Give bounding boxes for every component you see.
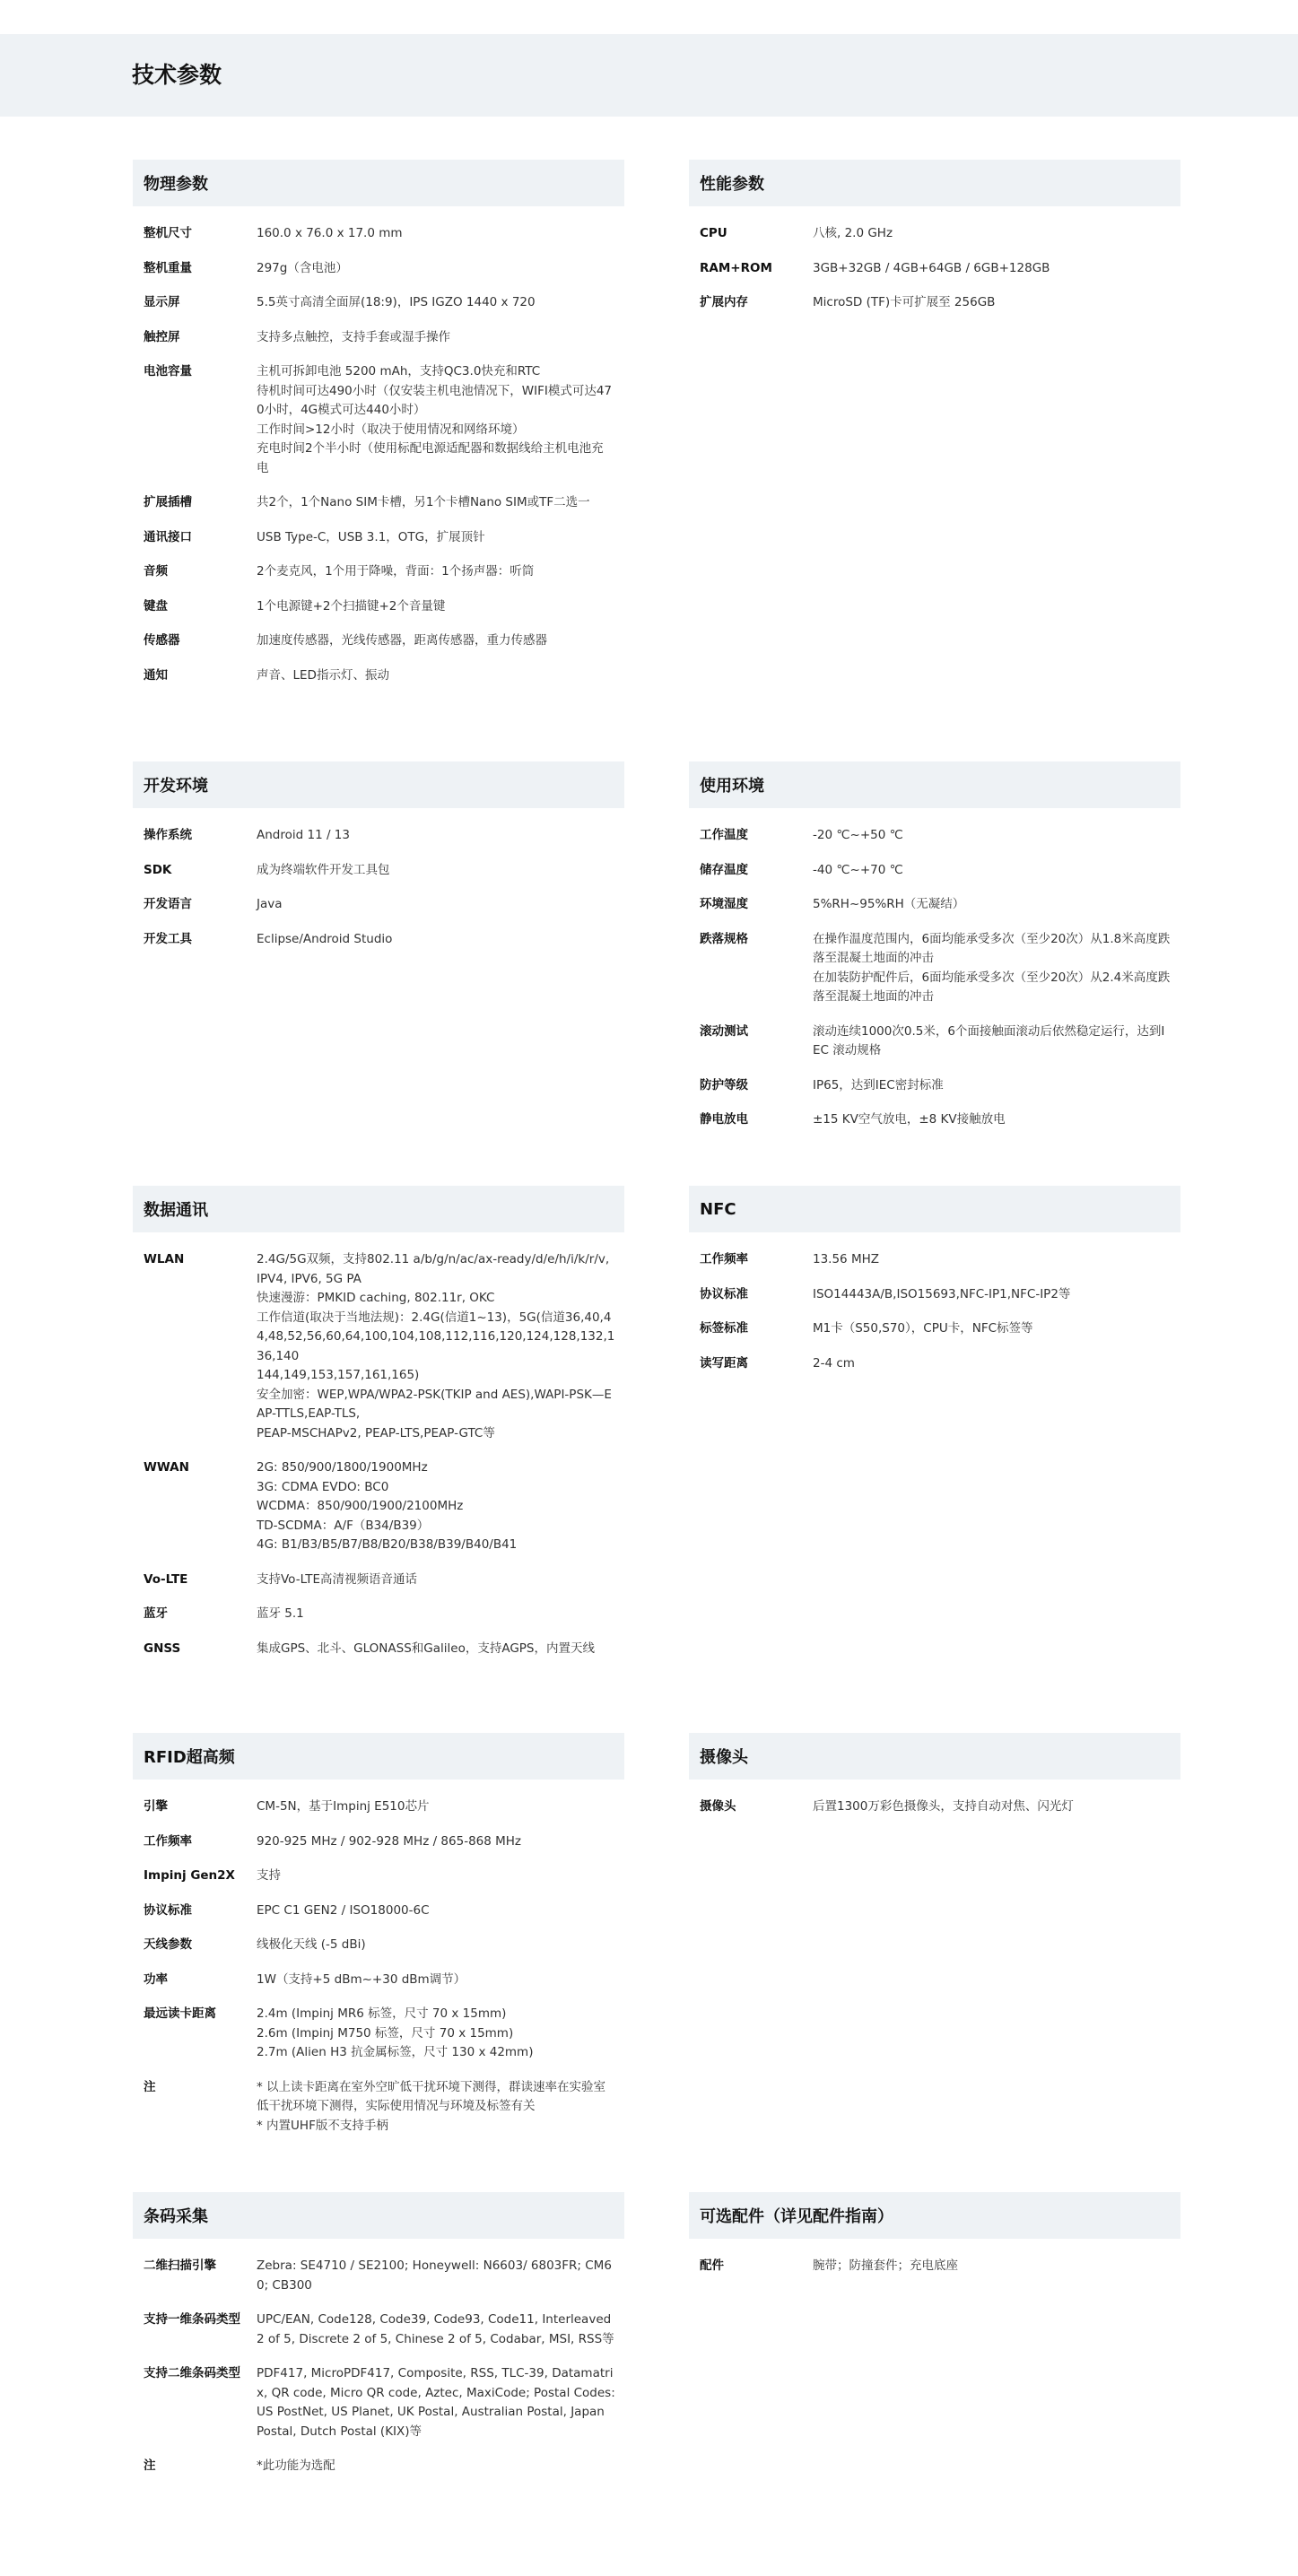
spec-value: Eclipse/Android Studio: [257, 931, 393, 946]
spec-row: [133, 826, 624, 846]
spec-label: 工作频率: [700, 1252, 748, 1266]
spec-value: 后置1300万彩色摄像头，支持自动对焦、闪光灯: [813, 1799, 1074, 1814]
spec-label: 电池容量: [144, 364, 192, 379]
spec-list: [133, 808, 624, 949]
spec-row: [133, 562, 624, 582]
spec-value: UPC/EAN, Code128, Code39, Code93, Code11, Interleaved 2 of 5, Discrete 2 of 5, Chinese 2 of 5, Codabar, MSI, RSS等: [257, 2312, 614, 2346]
spec-label: 传感器: [144, 633, 180, 648]
spec-list: [689, 1780, 1180, 1817]
spec-row: [689, 259, 1180, 279]
spec-row: [133, 631, 624, 651]
spec-value: 1个电源键+2个扫描键+2个音量键: [257, 598, 446, 614]
spec-value: 加速度传感器，光线传感器，距离传感器，重力传感器: [257, 633, 547, 648]
section-title: NFC: [689, 1186, 1180, 1232]
spec-value: 共2个，1个Nano SIM卡槽，另1个卡槽Nano SIM或TF二选一: [257, 495, 590, 509]
spec-label: 蓝牙: [144, 1606, 168, 1621]
spec-row: [689, 861, 1180, 881]
section-useenv: [689, 761, 1180, 1145]
spec-label: 通知: [144, 667, 168, 683]
spec-value: 920-925 MHz / 902-928 MHz / 865-868 MHz: [257, 1833, 522, 1849]
spec-value: 5.5英寸高清全面屏(18:9)，IPS IGZO 1440 x 720: [257, 295, 536, 309]
spec-row: [689, 1285, 1180, 1305]
spec-list: [689, 808, 1180, 1130]
spec-value: PDF417, MicroPDF417, Composite, RSS, TLC-39, Datamatrix, QR code, Micro QR code, Aztec, MaxiCode; Postal Codes: US PostNet, US Planet, UK Postal, Australian Postal, Japan Postal, Dutch Postal (KIX)等: [257, 2366, 615, 2439]
spec-row: [133, 362, 624, 478]
spec-label: 滚动测试: [700, 1023, 748, 1039]
section-physical: [133, 160, 624, 701]
spec-label: GNSS: [144, 1640, 181, 1656]
spec-value: 线极化天线 (-5 dBi): [257, 1937, 366, 1952]
spec-value: Java: [257, 897, 283, 911]
spec-row: [689, 1319, 1180, 1339]
spec-row: [689, 1110, 1180, 1130]
spec-label: Impinj Gen2X: [144, 1868, 235, 1883]
spec-row: [133, 1867, 624, 1886]
spec-label: 工作温度: [700, 828, 748, 842]
spec-label: 支持二维条码类型: [144, 2366, 240, 2380]
spec-value: CM-5N，基于Impinj E510芯片: [257, 1799, 430, 1814]
spec-row: [133, 493, 624, 513]
spec-row: [689, 930, 1180, 1007]
spec-value: USB Type-C，USB 3.1，OTG，扩展顶针: [257, 529, 485, 544]
spec-label: 跌落规格: [700, 931, 748, 946]
spec-label: 显示屏: [144, 295, 180, 309]
spec-value: 声音、LED指示灯、振动: [257, 667, 389, 683]
spec-row: [133, 224, 624, 244]
spec-label: WWAN: [144, 1460, 189, 1475]
spec-row: [133, 293, 624, 313]
spec-value: 支持Vo-LTE高清视频语音通话: [257, 1571, 418, 1587]
section-barcode: [133, 2192, 624, 2492]
spec-value: EPC C1 GEN2 / ISO18000-6C: [257, 1902, 430, 1918]
spec-label: 储存温度: [700, 862, 748, 877]
spec-row: [133, 895, 624, 915]
spec-value: 5%RH~95%RH（无凝结）: [813, 897, 965, 911]
spec-row: [133, 1640, 624, 1659]
spec-label: 注: [144, 2079, 156, 2094]
page-title: 技术参数: [132, 62, 222, 88]
spec-label: 功率: [144, 1971, 168, 1987]
spec-label: 扩展内存: [700, 295, 748, 309]
spec-row: [689, 895, 1180, 915]
spec-row: [689, 1250, 1180, 1270]
spec-label: 开发语言: [144, 897, 192, 911]
spec-label: WLAN: [144, 1252, 185, 1266]
spec-value: ±15 KV空气放电，±8 KV接触放电: [813, 1112, 1006, 1127]
section-title: 可选配件（详见配件指南）: [689, 2192, 1180, 2239]
spec-value: 蓝牙 5.1: [257, 1606, 304, 1621]
spec-value: Zebra: SE4710 / SE2100; Honeywell: N6603/ 6803FR; CM60; CB300: [257, 2258, 612, 2293]
spec-row: [689, 2257, 1180, 2276]
section-title: 性能参数: [689, 160, 1180, 206]
spec-label: 注: [144, 2459, 156, 2473]
spec-label: 整机重量: [144, 260, 192, 275]
spec-row: [133, 666, 624, 686]
spec-label: 开发工具: [144, 931, 192, 946]
spec-value: 2.4m (Impinj MR6 标签，尺寸 70 x 15mm) 2.6m (Impinj M750 标签，尺寸 70 x 15mm) 2.7m (Alien H3 抗金属标签，尺寸 130 x 42mm): [257, 2006, 534, 2059]
section-title: 物理参数: [133, 160, 624, 206]
spec-label: CPU: [700, 226, 727, 240]
spec-row: [133, 528, 624, 548]
spec-row: [689, 1023, 1180, 1061]
spec-label: 二维扫描引擎: [144, 2258, 216, 2273]
spec-row: [133, 1936, 624, 1955]
spec-value: MicroSD (TF)卡可扩展至 256GB: [813, 295, 996, 309]
spec-label: 触控屏: [144, 329, 180, 344]
spec-row: [133, 1250, 624, 1443]
spec-row: [133, 2364, 624, 2441]
spec-value: IP65，达到IEC密封标准: [813, 1077, 944, 1092]
spec-row: [689, 826, 1180, 846]
section-accessories: [689, 2192, 1180, 2292]
spec-label: 操作系统: [144, 828, 192, 842]
spec-value: M1卡（S50,S70），CPU卡，NFC标签等: [813, 1321, 1033, 1336]
spec-value: 支持多点触控，支持手套或湿手操作: [257, 329, 450, 344]
spec-row: [133, 2311, 624, 2349]
section-camera: [689, 1733, 1180, 1832]
section-devenv: [133, 761, 624, 964]
section-title: 数据通讯: [133, 1186, 624, 1232]
spec-list: [133, 206, 624, 685]
spec-row: [133, 1832, 624, 1852]
spec-value: -40 ℃~+70 ℃: [813, 862, 903, 877]
spec-row: [133, 328, 624, 348]
spec-label: RAM+ROM: [700, 260, 772, 275]
spec-value: 在操作温度范围内，6面均能承受多次（至少20次）从1.8米高度跌落至混凝土地面的冲击 在加装防护配件后，6面均能承受多次（至少20次）从2.4米高度跌落至混凝土地面的冲击: [813, 931, 1171, 1004]
spec-label: SDK: [144, 862, 172, 877]
spec-list: [689, 206, 1180, 313]
spec-value: 成为终端软件开发工具包: [257, 862, 390, 877]
spec-label: 通讯接口: [144, 529, 192, 544]
spec-label: 防护等级: [700, 1077, 748, 1092]
spec-list: [689, 1232, 1180, 1373]
spec-label: 天线参数: [144, 1937, 192, 1952]
spec-value: 2G: 850/900/1800/1900MHz 3G: CDMA EVDO: BC0 WCDMA：850/900/1900/2100MHz TD-SCDMA：A/F（B34/B39） 4G: B1/B3/B5/B7/B8/B20/B38/B39/B40/B41: [257, 1460, 518, 1552]
spec-list: [133, 2239, 624, 2476]
section-performance: [689, 160, 1180, 328]
spec-value: 2个麦克风，1个用于降噪，背面：1个扬声器：听筒: [257, 564, 535, 579]
spec-row: [133, 1458, 624, 1555]
spec-label: 整机尺寸: [144, 226, 192, 240]
spec-label: 扩展插槽: [144, 495, 192, 509]
spec-label: 工作频率: [144, 1833, 192, 1849]
section-nfc: [689, 1186, 1180, 1388]
spec-label: 键盘: [144, 598, 168, 614]
section-title: 使用环境: [689, 761, 1180, 808]
spec-label: 摄像头: [700, 1799, 736, 1814]
spec-row: [689, 1354, 1180, 1374]
spec-label: 环境湿度: [700, 897, 748, 911]
spec-list: [689, 2239, 1180, 2276]
section-title: 摄像头: [689, 1733, 1180, 1780]
spec-value: 滚动连续1000次0.5米，6个面接触面滚动后依然稳定运行，达到IEC 滚动规格: [813, 1023, 1165, 1057]
spec-label: 标签标准: [700, 1321, 748, 1336]
spec-row: [133, 2257, 624, 2295]
spec-value: 3GB+32GB / 4GB+64GB / 6GB+128GB: [813, 260, 1050, 275]
spec-label: 支持一维条码类型: [144, 2312, 240, 2327]
spec-value: 1W（支持+5 dBm~+30 dBm调节）: [257, 1971, 466, 1987]
spec-row: [133, 1571, 624, 1590]
spec-value: *此功能为选配: [257, 2459, 335, 2473]
spec-row: [133, 259, 624, 279]
section-rfid: [133, 1733, 624, 2151]
spec-label: Vo-LTE: [144, 1571, 188, 1587]
spec-row: [133, 1902, 624, 1921]
spec-row: [133, 1605, 624, 1624]
spec-label: 静电放电: [700, 1112, 748, 1127]
spec-row: [133, 930, 624, 950]
spec-value: 13.56 MHZ: [813, 1252, 879, 1266]
spec-value: ISO14443A/B,ISO15693,NFC-IP1,NFC-IP2等: [813, 1286, 1071, 1301]
spec-label: 配件: [700, 2258, 724, 2273]
spec-label: 最远读卡距离: [144, 2006, 216, 2021]
spec-value: 八核, 2.0 GHz: [813, 226, 893, 240]
spec-label: 引擎: [144, 1799, 168, 1814]
spec-row: [133, 861, 624, 881]
spec-label: 读写距离: [700, 1355, 748, 1371]
spec-value: * 以上读卡距离在室外空旷低干扰环境下测得，群读速率在实验室低干扰环境下测得，实际使用情况与环境及标签有关 * 内置UHF版不支持手柄: [257, 2079, 606, 2133]
spec-list: [133, 1780, 624, 2136]
section-title: 开发环境: [133, 761, 624, 808]
spec-list: [133, 1232, 624, 1658]
spec-value: -20 ℃~+50 ℃: [813, 828, 903, 842]
section-title: 条码采集: [133, 2192, 624, 2239]
spec-row: [689, 1797, 1180, 1817]
spec-label: 协议标准: [700, 1286, 748, 1301]
spec-label: 协议标准: [144, 1902, 192, 1918]
spec-row: [133, 597, 624, 617]
spec-row: [689, 1076, 1180, 1096]
spec-value: 2.4G/5G双频，支持802.11 a/b/g/n/ac/ax-ready/d/e/h/i/k/r/v, IPV4, IPV6, 5G PA 快速漫游：PMKID caching, 802.11r, OKC 工作信道(取决于当地法规)：2.4G(信道1~13)，5G(信道36,40,44,48,52,56,60,64,100,104,108,112,116,120,124,128,132,136,140 144,149,153,157,161,165) 安全加密：WEP,WPA/WPA2-PSK(TKIP and AES),WAPI-PSK—EAP-TTLS,EAP-TLS, PEAP-MSCHAPv2, PEAP-LTS,PEAP-GTC等: [257, 1252, 615, 1440]
spec-value: 集成GPS、北斗、GLONASS和Galileo，支持AGPS，内置天线: [257, 1640, 595, 1656]
spec-row: [133, 2005, 624, 2063]
spec-value: 主机可拆卸电池 5200 mAh，支持QC3.0快充和RTC 待机时间可达490小时（仅安装主机电池情况下，WIFI模式可达470小时，4G模式可达440小时） 工作时间>12小时（取决于使用情况和网络环境） 充电时间2个半小时（使用标配电源适配器和数据线给主机电池充电: [257, 364, 613, 475]
spec-value: Android 11 / 13: [257, 828, 350, 842]
spec-value: 腕带；防撞套件；充电底座: [813, 2258, 958, 2273]
spec-row: [133, 1971, 624, 1990]
section-datacomm: [133, 1186, 624, 1674]
spec-row: [133, 2078, 624, 2137]
spec-label: 音频: [144, 564, 168, 579]
spec-row: [689, 293, 1180, 313]
spec-row: [133, 1797, 624, 1817]
spec-row: [689, 224, 1180, 244]
spec-value: 297g（含电池）: [257, 260, 348, 275]
spec-row: [133, 2457, 624, 2476]
spec-value: 2-4 cm: [813, 1355, 855, 1371]
spec-value: 支持: [257, 1868, 281, 1883]
section-title: RFID超高频: [133, 1733, 624, 1780]
spec-value: 160.0 x 76.0 x 17.0 mm: [257, 226, 403, 240]
